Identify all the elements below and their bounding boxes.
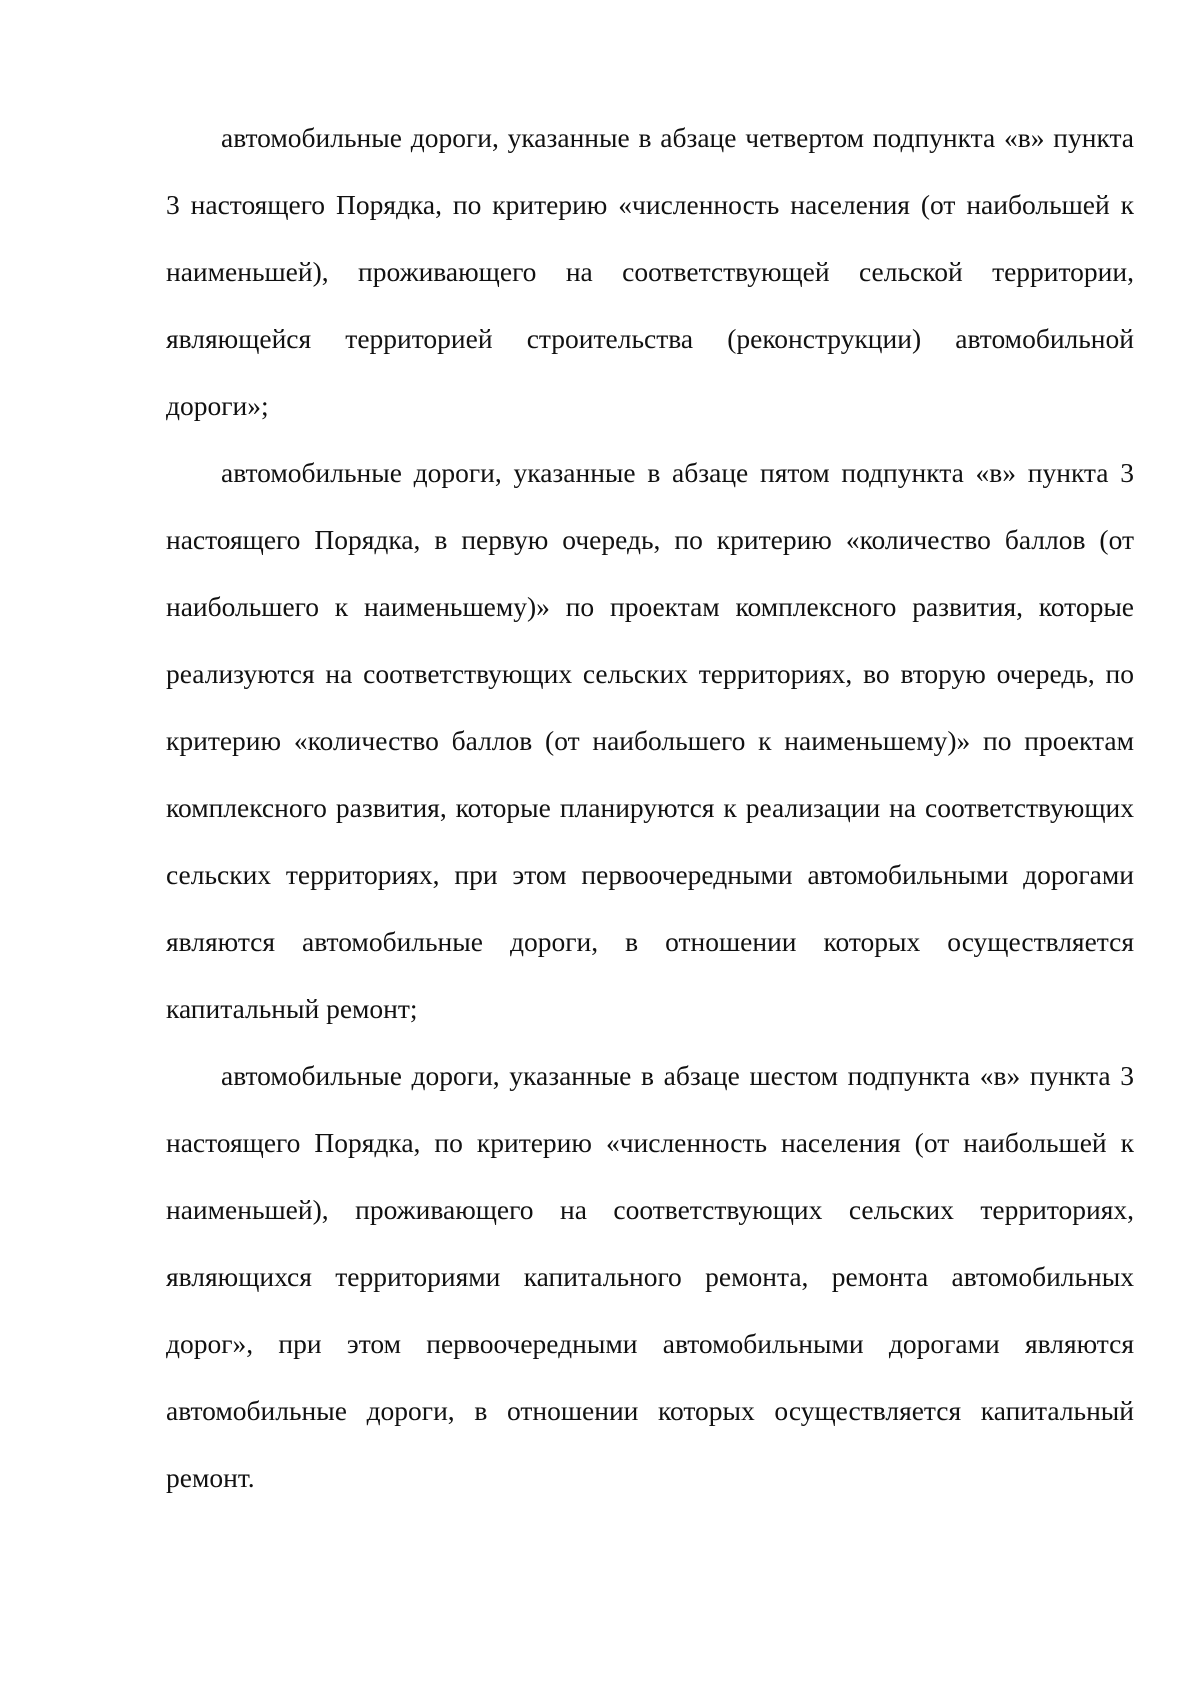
document-body bbox=[166, 104, 1134, 1511]
paragraph-3: автомобильные дороги, указанные в абзаце шестом подпункта «в» пункта 3 настоящего Порядка, по критерию «численность населения (от наибольшей к наименьшей), проживающего на соответствующих сельских территориях, являющихся территориями капитального ремонта, ремонта автомобильных дорог», при этом первоочередными автомобильными дорогами являются автомобильные дороги, в отношении которых осуществляется капитальный ремонт. bbox=[166, 1060, 1134, 1493]
paragraph-2: автомобильные дороги, указанные в абзаце пятом подпункта «в» пункта 3 настоящего Порядка, в первую очередь, по критерию «количество баллов (от наибольшего к наименьшему)» по проектам комплексного развития, которые реализуются на соответствующих сельских территориях, во вторую очередь, по критерию «количество баллов (от наибольшего к наименьшему)» по проектам комплексного развития, которые планируются к реализации на соответствующих сельских территориях, при этом первоочередными автомобильными дорогами являются автомобильные дороги, в отношении которых осуществляется капитальный ремонт; bbox=[166, 457, 1134, 1024]
paragraph-1: автомобильные дороги, указанные в абзаце четвертом подпункта «в» пункта 3 настоящего Порядка, по критерию «численность населения (от наибольшей к наименьшей), проживающего на соответствующей сельской территории, являющейся территорией строительства (реконструкции) автомобильной дороги»; bbox=[166, 122, 1134, 421]
